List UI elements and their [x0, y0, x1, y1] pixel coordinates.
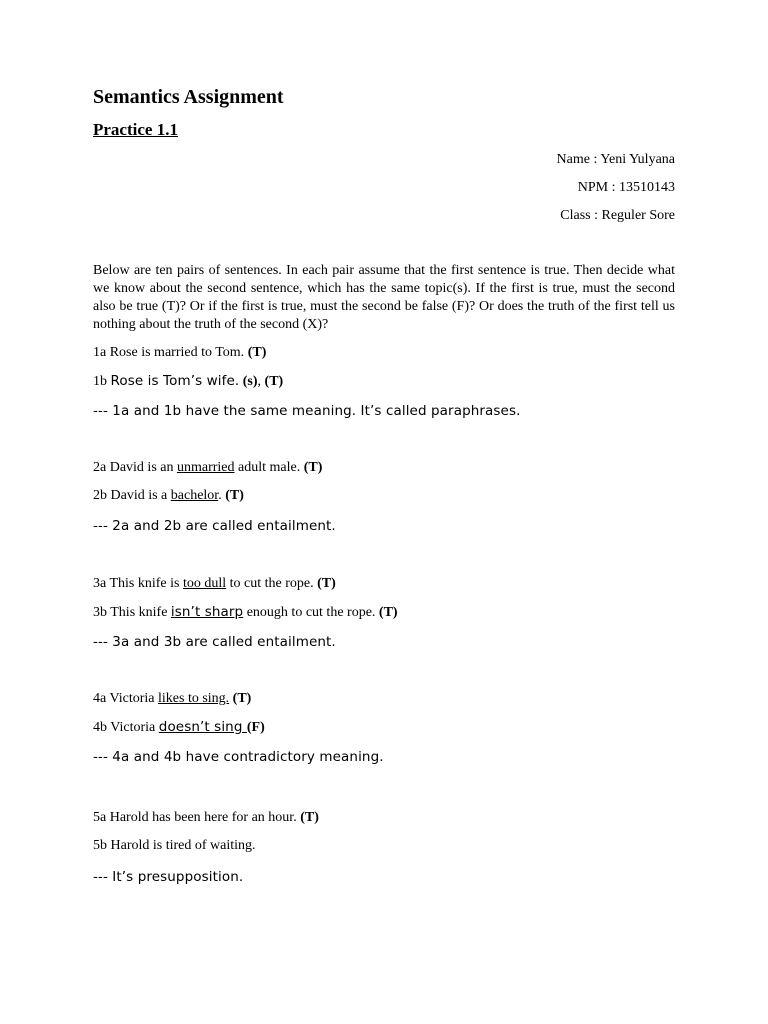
sentence-text: 1a Rose is married to Tom.: [93, 345, 248, 360]
underlined-word: too dull: [182, 576, 227, 591]
note-2: --- 2a and 2b are called entailment.: [93, 518, 336, 534]
note-3: --- 3a and 3b are called entailment.: [93, 634, 336, 650]
note-4: --- 4a and 4b have contradictory meaning.: [93, 749, 384, 765]
sentence-text: 5a Harold has been here for an hour.: [93, 810, 301, 825]
sentence-text: 5b Harold is tired of waiting.: [93, 838, 256, 853]
sentence-5b: [93, 838, 256, 854]
underlined-word: unmarried: [176, 460, 235, 475]
sentence-text: adult male.: [234, 460, 304, 475]
underlined-word: likes to sing.: [158, 691, 230, 706]
student-npm: NPM : 13510143: [577, 180, 675, 195]
page-subtitle: Practice 1.1: [93, 120, 178, 139]
sentence-text: .: [218, 488, 226, 503]
sentence-text: 4a Victoria: [93, 691, 158, 706]
sentence-text: Rose is Tom’s wife.: [110, 373, 240, 389]
sentence-text: to cut the rope.: [226, 576, 318, 591]
sentence-text: 3b This knife: [93, 605, 171, 620]
answer-label: (T): [317, 576, 336, 591]
note-1: --- 1a and 1b have the same meaning. It’s called paraphrases.: [93, 403, 521, 419]
sentence-2b: [93, 488, 244, 504]
sentence-4a: [93, 691, 251, 707]
sentence-4b: [93, 719, 265, 736]
answer-label: (T): [264, 374, 284, 389]
answer-label: (T): [303, 460, 323, 475]
answer-label: (T): [225, 488, 244, 503]
underlined-word: isn’t sharp: [170, 604, 244, 620]
separator-text: ,: [257, 374, 265, 389]
instructions-paragraph: Below are ten pairs of sentences. In each pair assume that the first sentence is true. Then decide what we know about the second sentence, which has the same topic(s). If the first is true, must the second also be true (T)? Or if the first is true, must the second be false (F)? Or does the truth of the first tell us nothing about the truth of the second (X)?: [93, 263, 675, 332]
sentence-5a: [93, 810, 319, 826]
sentence-2a: [93, 460, 322, 476]
student-class: Class : Reguler Sore: [560, 208, 675, 223]
underlined-word: doesn’t sing: [158, 719, 247, 735]
sentence-prefix: 1b: [93, 374, 111, 389]
student-name: Name : Yeni Yulyana: [556, 152, 675, 167]
answer-label: (T): [378, 605, 398, 620]
note-5: --- It’s presupposition.: [93, 869, 244, 885]
sentence-1a: [93, 345, 266, 361]
sentence-text: 3a This knife is: [93, 576, 183, 591]
sentence-1b: [93, 373, 283, 390]
answer-label: (T): [232, 691, 252, 706]
answer-label: (T): [300, 810, 319, 825]
sentence-text: 2b David is a: [93, 488, 171, 503]
sentence-text: 2a David is an: [93, 460, 177, 475]
sentence-3b: [93, 604, 398, 621]
underlined-word: bachelor: [170, 488, 219, 503]
sentence-3a: [93, 576, 336, 592]
answer-label: (F): [246, 720, 265, 735]
sentence-text: enough to cut the rope.: [243, 605, 379, 620]
page-title: Semantics Assignment: [93, 86, 284, 108]
answer-label: (s): [242, 374, 258, 389]
answer-label: (T): [247, 345, 267, 360]
sentence-text: 4b Victoria: [93, 720, 159, 735]
